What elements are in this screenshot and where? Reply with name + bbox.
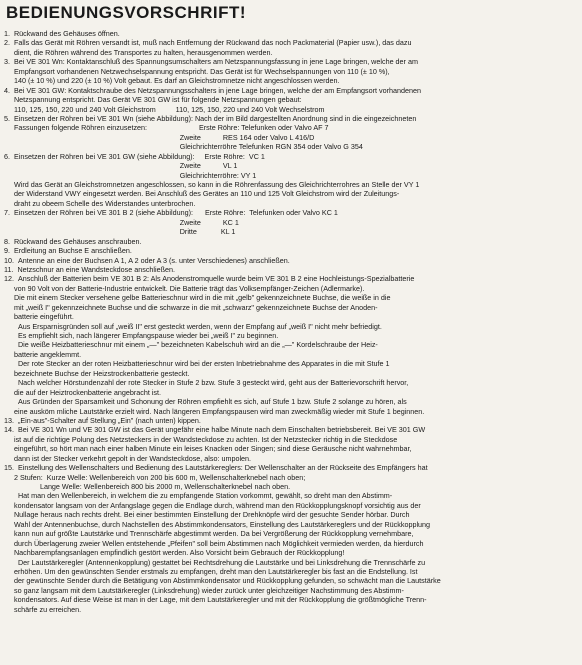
instruction-line: Der Lautstärkeregler (Antennenkopplung) gestattet bei Rechtsdrehung die Lautstärke und bei Linksdrehung die Trennschärfe zu — [4, 557, 426, 567]
instruction-line: eingeführt, so hört man nach einer halben Minute ein leises Knacken oder Singen; sind diese Geräusche nicht wahrnehmbar, — [4, 444, 412, 454]
instruction-line: Es empfiehlt sich, nach längerer Empfangspause wieder bei „weiß I" zu beginnen. — [4, 331, 279, 340]
instruction-line: Empfangsort vorhandenen Netzwechselspannung entspricht. Das Gerät ist für Wechselspannungen von 110 (± 10 %), — [4, 66, 390, 76]
instruction-line: erhöhen. Um den gewünschten Sender erstmals zu empfangen, dreht man den Lautstärkeregler bis fast an die Endstellung. Ist — [4, 566, 418, 576]
instruction-line: 6. Einsetzen der Röhren bei VE 301 GW (siehe Abbildung): Erste Röhre: VC 1 — [4, 151, 265, 161]
instruction-line: kondensator langsam von der Anfangslage gegen die Endlage durch, während man den Rückkopplungsknopf vorsichtig aus der — [4, 500, 421, 510]
instruction-line: Die weiße Heizbatterieschnur mit einem „—" bezeichneten Kabelschuh wird an die „—" Kordelschraube der Heiz- — [4, 340, 378, 350]
instruction-line: Lange Welle: Wellenbereich 800 bis 2000 m, Wellenschalterknebel nach oben. — [4, 482, 291, 491]
instruction-line: Gleichrichterröhre Telefunken RGN 354 oder Valvo G 354 — [4, 142, 363, 152]
instruction-line: 2 Stufen: Kurze Welle: Wellenbereich von 200 bis 600 m, Wellenschalterknebel nach oben; — [4, 472, 306, 482]
instruction-line: Nachbarempfangsanlagen empfindlich gestört werden. Also Vorsicht beim Gebrauch der Rückkopplung! — [4, 548, 345, 558]
instruction-line: mit „weiß I" gekennzeichnete Buchse und die schwarze in die mit „schwarz" gekennzeichnete Buchse der Anoden- — [4, 302, 378, 312]
instruction-line: Fassungen folgende Röhren einzusetzen: Erste Röhre: Telefunken oder Valvo AF 7 — [4, 123, 329, 133]
instruction-line: 2. Falls das Gerät mit Röhren versandt ist, muß nach Entfernung der Rückwand das noch Packmaterial (Papier usw.), das dazu — [4, 38, 412, 48]
instruction-line: draht zu obeem Schelle des Widerstandes unterbrochen. — [4, 198, 196, 208]
instruction-line: bezeichnete Buchse der Heizstrockenbatterie gesteckt. — [4, 368, 190, 378]
instruction-line: 10. Antenne an eine der Buchsen A 1, A 2 oder A 3 (s. unter Verschiedenes) anschließen. — [4, 255, 290, 265]
instruction-line: Aus Ersparnisgründen soll auf „weiß II" erst gesteckt werden, wenn der Empfang auf „weiß I" nicht mehr befriedigt. — [4, 321, 382, 331]
instruction-line: Wahl der Antennenbuchse, durch Nachstellen des Abstimmkondensators, Einstellung des Lautstärkereglers und der Rückkopplung — [4, 519, 431, 529]
instruction-line: 8. Rückwand des Gehäuses anschrauben. — [4, 236, 142, 246]
instruction-line: 12. Anschluß der Batterien beim VE 301 B 2: Als Anodenstromquelle wurde beim VE 301 B 2 eine Hochleistungs-Spezialbatterie — [4, 274, 415, 284]
instruction-line: Nach welcher Hörstundenzahl der rote Stecker in Stufe 2 bzw. Stufe 3 gesteckt wird, geht aus der Batterievorschrift hervor, — [4, 378, 409, 388]
instruction-line: Zweite VL 1 — [4, 161, 238, 171]
instruction-line: batterie angeklemmt. — [4, 349, 82, 359]
instructions-body — [4, 29, 578, 614]
instruction-line: durch Überlagerung zweier Wellen entstehende „Pfeifen" soll beim Abstimmen nach Möglichkeit vermieden werden, da hierdurch — [4, 538, 424, 548]
instruction-line: 5. Einsetzen der Röhren bei VE 301 Wn (siehe Abbildung): Nach der im Bild dargestellten Anordnung sind in die eingezeichneten — [4, 113, 417, 123]
instruction-line: die auf der Heiztrockenbatterie angebracht ist. — [4, 387, 162, 397]
instruction-line: der Widerstand VWY eingesetzt werden. Bei Anschluß des Gerätes an 110 und 125 Volt Gleichstrom wird der Zuleitungs- — [4, 189, 400, 199]
instruction-line: eine ausköm mliche Lautstärke erzielt wird. Nach längeren Empfangspausen wird man zweckmäßig wieder mit Stufe 1 beginnen. — [4, 406, 425, 416]
instruction-line: batterie eingeführt. — [4, 312, 74, 322]
instruction-line: Wird das Gerät an Gleichstromnetzen angeschlossen, so kann in die Röhrenfassung des Gleichrichterrohres an Stelle der VY 1 — [4, 180, 420, 189]
instruction-line: 14. Bei VE 301 Wn und VE 301 GW ist das Gerät ungefähr eine halbe Minute nach dem Einschalten betriebsbereit. Bei VE 301 GW — [4, 425, 426, 435]
instruction-line: der gewünschte Sender durch die Betätigung von Abstimmkondensator und Rückkopplung gefunden, so schwächt man die Lautstärke — [4, 576, 441, 586]
instruction-line: Der rote Stecker an der roten Heizbatterieschnur wird bei der ersten Inbetriebnahme des Apparates in die mit Stufe 1 — [4, 359, 390, 369]
page-title: BEDIENUNGSVORSCHRIFT! — [6, 3, 247, 22]
instruction-line: 13. „Ein-aus"-Schalter auf Stellung „Ein" (nach unten) kippen. — [4, 415, 201, 425]
instruction-line: Zweite KC 1 — [4, 217, 239, 227]
instruction-line: 7. Einsetzen der Röhren bei VE 301 B 2 (siehe Abbildung): Erste Röhre: Telefunken oder Valvo KC 1 — [4, 208, 338, 218]
instruction-line: von 90 Volt von der Batterie-Industrie entwickelt. Die Batterie trägt das Volksempfänger-Zeichen (Adlermarke). — [4, 283, 365, 293]
instruction-line: Gleichrichterröhre: VY 1 — [4, 170, 257, 180]
instruction-line: dann ist der Stecker verkehrt gepolt in der Wandsteckdose, also: umpolen. — [4, 453, 252, 463]
instruction-line: ist auf die richtige Polung des Netzsteckers in der Wandsteckdose zu achten. Ist der Netzstecker richtig in die Steckdose — [4, 434, 398, 444]
instruction-line: Dritte KL 1 — [4, 227, 236, 237]
instruction-line: Nullage heraus nach rechts dreht. Bei einer bestimmten Einstellung der Drehknöpfe wird der gesuchte Sender hörbar. Durch — [4, 510, 410, 520]
instruction-line: Aus Gründen der Sparsamkeit und Schonung der Röhren empfiehlt es sich, auf Stufe 1 bzw. Stufe 2 solange zu hören, als — [4, 397, 407, 407]
instruction-line: 15. Einstellung des Wellenschalters und Bedienung des Lautstärkereglers: Der Wellenschalter an der Rückseite des Empfängers hat — [4, 463, 428, 473]
instruction-line: so ganz langsam mit dem Lautstärkeregler (Linksdrehung) wieder zurück unter gleichzeitiger Nachstimmung des Abstimm- — [4, 585, 404, 595]
instruction-line: Hat man den Wellenbereich, in welchem die zu empfangende Station vorkommt, gewählt, so dreht man den Abstimm- — [4, 491, 393, 501]
instruction-line: 3. Bei VE 301 Wn: Kontaktanschluß des Spannungsumschalters am Netzspannungsfassung in jene Lage bringen, welche der am — [4, 57, 418, 67]
instruction-line: kondensators. Auf diese Weise ist man in der Lage, mit dem Lautstärkeregler und mit der Rückkopplung die größtmögliche Trenn- — [4, 595, 427, 605]
instruction-line: 140 (± 10 %) und 220 (± 10 %) Volt gebaut. Es darf an Gleichstromnetze nicht angeschlossen werden. — [4, 76, 340, 86]
instruction-line: kann nun auf größte Lautstärke und Trennschärfe abgestimmt werden. Da bei Vergrößerung der Rückkopplung vernehmbare, — [4, 529, 414, 539]
instruction-line: Netzspannung entspricht. Das Gerät VE 301 GW ist für folgende Netzspannungen gebaut: — [4, 95, 302, 105]
instruction-line: 1. Rückwand des Gehäuses öffnen. — [4, 29, 120, 38]
instruction-line: dient, die Röhren während des Transportes zu halten, herausgenommen werden. — [4, 47, 273, 57]
instruction-line: 9. Erdleitung an Buchse E anschließen. — [4, 246, 132, 256]
instruction-line: 110, 125, 150, 220 und 240 Volt Gleichstrom 110, 125, 150, 220 und 240 Volt Wechselstrom — [4, 104, 325, 114]
instruction-line: 4. Bei VE 301 GW: Kontaktschraube des Netzspannungsschalters in jene Lage bringen, welche der am Empfangsort vorhandenen — [4, 85, 421, 95]
instruction-line: Die mit einem Stecker versehene gelbe Batterieschnur wird in die mit „gelb" gekennzeichnete Buchse, die weiße in die — [4, 293, 391, 303]
instruction-line: 11. Netzschnur an eine Wandsteckdose anschließen. — [4, 264, 175, 274]
instruction-line: schärfe zu erreichen. — [4, 604, 82, 614]
instruction-line: Zweite RES 164 oder Valvo L 416/D — [4, 132, 315, 142]
